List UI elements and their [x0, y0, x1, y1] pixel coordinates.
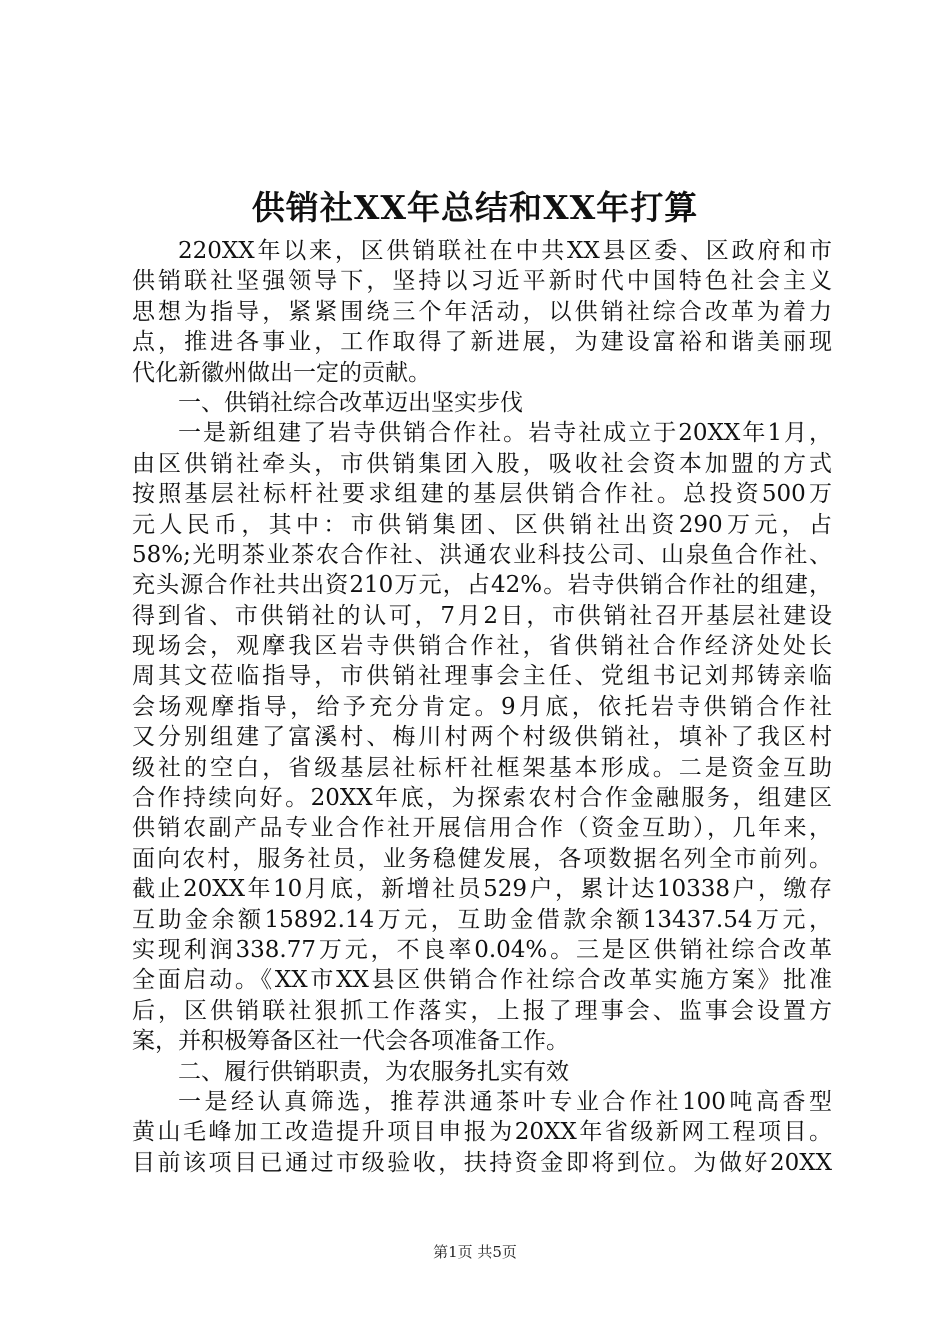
text-line: 黄山毛峰加工改造提升项目申报为20XX年省级新网工程项目。 [132, 1119, 832, 1146]
text-line: 58%;光明茶业茶农合作社、洪通农业科技公司、山泉鱼合作社、 [132, 541, 832, 568]
text-line: 得到省、市供销社的认可，7月2日，市供销社召开基层社建设 [132, 602, 832, 629]
text-line: 元人民币，其中：市供销集团、区供销社出资290万元，占 [132, 511, 832, 538]
text-line: 实现利润338.77万元，不良率0.04%。三是区供销社综合改革 [132, 936, 832, 963]
text-line: 一是新组建了岩寺供销合作社。岩寺社成立于20XX年1月， [178, 420, 832, 447]
text-line: 充头源合作社共出资210万元，占42%。岩寺供销合作社的组建， [132, 572, 832, 599]
document-title: 供销社XX年总结和XX年打算 [251, 188, 699, 227]
text-line: 互助金余额15892.14万元，互助金借款余额13437.54万元， [132, 906, 832, 933]
text-line: 供销农副产品专业合作社开展信用合作（资金互助），几年来， [132, 815, 832, 842]
text-line: 现场会，观摩我区岩寺供销合作社，省供销社合作经济处处长 [132, 633, 832, 660]
text-line: 案，并积极筹备区社一代会各项准备工作。 [132, 1028, 569, 1055]
text-line: 合作持续向好。20XX年底，为探索农村合作金融服务，组建区 [132, 785, 832, 812]
text-line: 级社的空白，省级基层社标杆社框架基本形成。二是资金互助 [132, 754, 832, 781]
text-line: 截止20XX年10月底，新增社员529户，累计达10338户，缴存 [132, 876, 832, 903]
text-line: 点，推进各事业，工作取得了新进展，为建设富裕和谐美丽现 [132, 329, 832, 356]
text-line: 一是经认真筛选，推荐洪通茶叶专业合作社100吨高香型 [178, 1088, 832, 1115]
text-line: 按照基层社标杆社要求组建的基层供销合作社。总投资500万 [132, 481, 832, 508]
document-body [132, 236, 832, 1178]
text-line: 面向农村，服务社员，业务稳健发展，各项数据名列全市前列。 [132, 845, 832, 872]
text-line: 供销联社坚强领导下，坚持以习近平新时代中国特色社会主义 [132, 268, 832, 295]
text-line: 全面启动。《XX市XX县区供销合作社综合改革实施方案》批准 [132, 967, 832, 994]
text-line: 二、履行供销职责，为农服务扎实有效 [178, 1058, 569, 1085]
text-line: 又分别组建了富溪村、梅川村两个村级供销社，填补了我区村 [132, 724, 832, 751]
text-line: 目前该项目已通过市级验收，扶持资金即将到位。为做好20XX [132, 1149, 832, 1176]
page-footer: 第1页 共5页 [433, 1243, 517, 1261]
text-line: 220XX年以来，区供销联社在中共XX县区委、区政府和市 [178, 238, 832, 264]
text-line: 思想为指导，紧紧围绕三个年活动，以供销社综合改革为着力 [132, 298, 832, 325]
text-line: 周其文莅临指导，市供销社理事会主任、党组书记刘邦铸亲临 [132, 663, 832, 690]
text-line: 代化新徽州做出一定的贡献。 [132, 359, 431, 386]
text-line: 会场观摩指导，给予充分肯定。9月底，依托岩寺供销合作社 [132, 693, 832, 720]
text-line: 后，区供销联社狠抓工作落实，上报了理事会、监事会设置方 [132, 997, 832, 1024]
text-line: 由区供销社牵头，市供销集团入股，吸收社会资本加盟的方式 [132, 450, 832, 477]
text-line: 一、供销社综合改革迈出坚实步伐 [178, 389, 523, 416]
